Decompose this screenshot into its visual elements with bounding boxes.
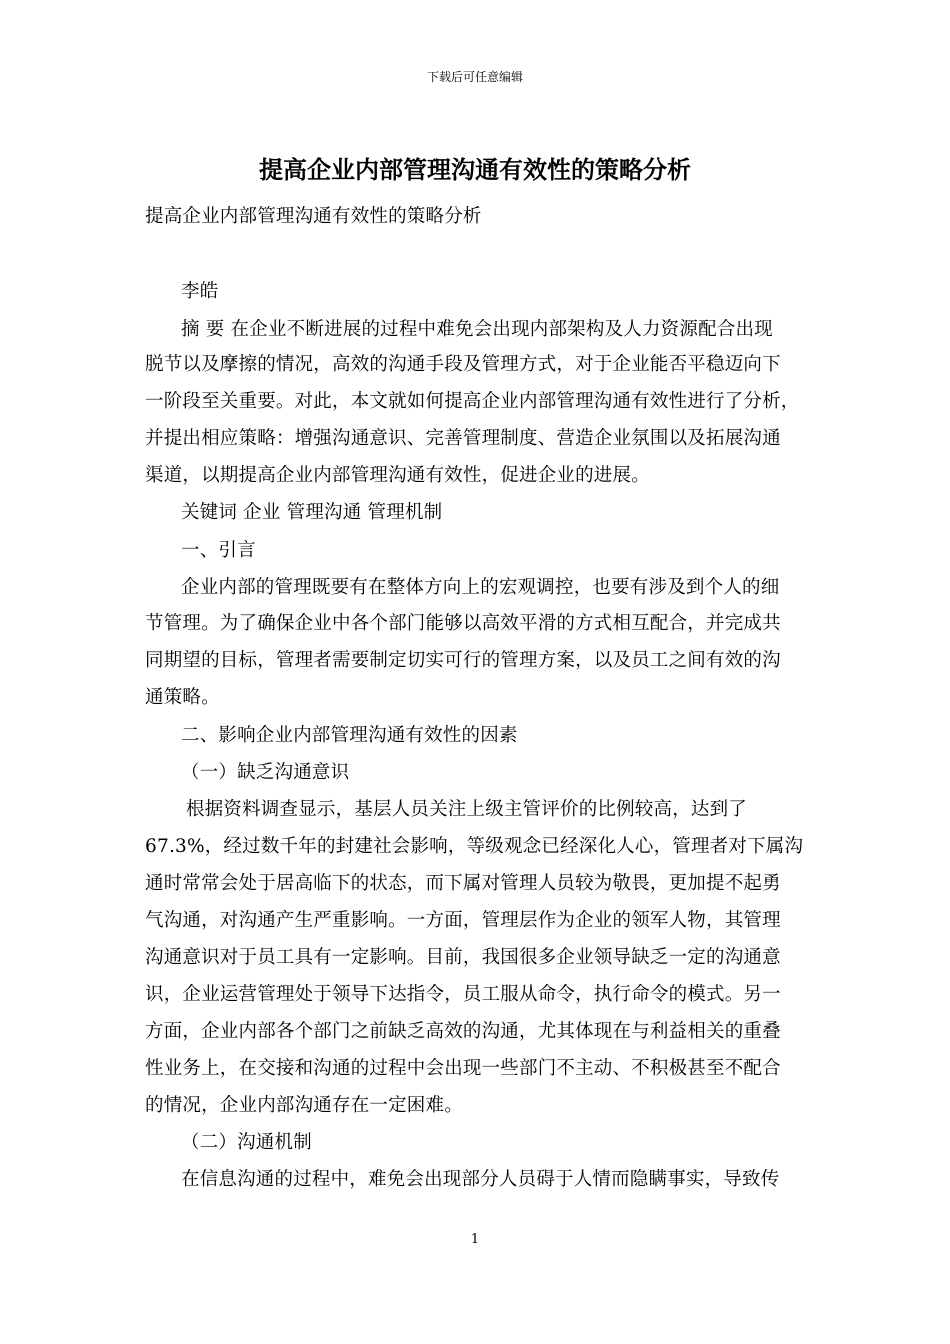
subtitle-line: 提高企业内部管理沟通有效性的策略分析 bbox=[145, 206, 482, 227]
body-line: 节管理。为了确保企业中各个部门能够以高效平滑的方式相互配合，并完成共 bbox=[145, 613, 781, 634]
section-heading: 二、影响企业内部管理沟通有效性的因素 bbox=[181, 725, 518, 746]
keywords-line: 关键词 企业 管理沟通 管理机制 bbox=[181, 502, 443, 523]
body-line: 在信息沟通的过程中，难免会出现部分人员碍于人情而隐瞒事实，导致传 bbox=[181, 1169, 780, 1190]
abstract-line: 脱节以及摩擦的情况，高效的沟通手段及管理方式，对于企业能否平稳迈向下 bbox=[145, 354, 781, 375]
body-line: 同期望的目标，管理者需要制定切实可行的管理方案，以及员工之间有效的沟 bbox=[145, 650, 781, 671]
body-line: 沟通意识对于员工具有一定影响。目前，我国很多企业领导缺乏一定的沟通意 bbox=[145, 947, 781, 968]
abstract-line: 并提出相应策略：增强沟通意识、完善管理制度、营造企业氛围以及拓展沟通 bbox=[145, 428, 781, 449]
page-number: 1 bbox=[470, 1232, 480, 1247]
body-line: 方面，企业内部各个部门之前缺乏高效的沟通，尤其体现在与利益相关的重叠 bbox=[145, 1021, 781, 1042]
author-name: 李皓 bbox=[181, 281, 219, 302]
subsection-heading: （一）缺乏沟通意识 bbox=[181, 762, 350, 783]
header-note: 下载后可任意编辑 bbox=[426, 70, 523, 84]
body-line: 性业务上，在交接和沟通的过程中会出现一些部门不主动、不积极甚至不配合 bbox=[145, 1058, 781, 1079]
body-line: 气沟通，对沟通产生严重影响。一方面，管理层作为企业的领军人物，其管理 bbox=[145, 910, 781, 931]
document-title: 提高企业内部管理沟通有效性的策略分析 bbox=[259, 155, 691, 184]
body-line: 识，企业运营管理处于领导下达指令，员工服从命令，执行命令的模式。另一 bbox=[145, 984, 781, 1005]
body-line: 根据资料调查显示，基层人员关注上级主管评价的比例较高，达到了 bbox=[186, 799, 748, 820]
abstract-line: 摘 要 在企业不断进展的过程中难免会出现内部架构及人力资源配合出现 bbox=[181, 319, 773, 340]
abstract-line: 渠道，以期提高企业内部管理沟通有效性，促进企业的进展。 bbox=[145, 465, 650, 486]
section-heading: 一、引言 bbox=[181, 540, 256, 561]
body-line: 通策略。 bbox=[145, 687, 220, 708]
subsection-heading: （二）沟通机制 bbox=[181, 1132, 312, 1153]
abstract-line: 一阶段至关重要。对此，本文就如何提高企业内部管理沟通有效性进行了分析， bbox=[145, 391, 800, 412]
body-line: 的情况，企业内部沟通存在一定困难。 bbox=[145, 1095, 463, 1116]
body-line: 通时常常会处于居高临下的状态，而下属对管理人员较为敬畏，更加提不起勇 bbox=[145, 873, 781, 894]
body-line: 企业内部的管理既要有在整体方向上的宏观调控，也要有涉及到个人的细 bbox=[181, 577, 780, 598]
body-line: 67.3%，经过数千年的封建社会影响，等级观念已经深化人心，管理者对下属沟 bbox=[145, 836, 804, 857]
